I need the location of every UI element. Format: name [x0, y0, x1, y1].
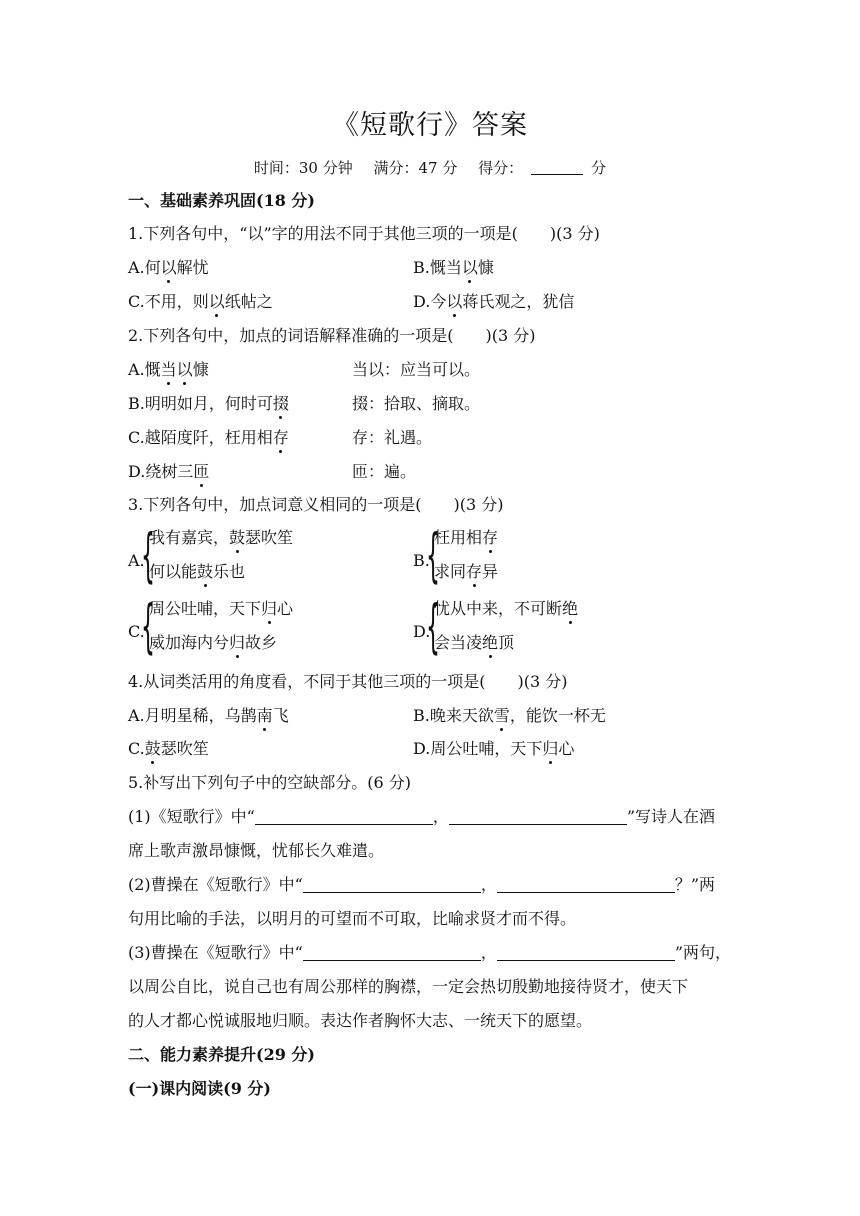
- dotted-char: 鼓: [144, 739, 161, 758]
- text: ，: [480, 875, 497, 894]
- dotted-char: 归: [261, 599, 278, 618]
- text: 纸帖之: [224, 292, 273, 311]
- text: (3)曹操在《短歌行》中“: [128, 943, 303, 962]
- text: 异: [482, 562, 499, 581]
- dotted-char: 掇: [272, 394, 289, 413]
- brace-icon: {: [141, 521, 156, 589]
- text: 顶: [498, 633, 515, 652]
- text: B.慨当: [413, 258, 462, 277]
- q5-part-3-cont2: 的人才都心悦诚服地归顺。表达作者胸怀大志、一统天下的愿望。: [128, 1011, 593, 1030]
- q3-option-d: [413, 592, 673, 660]
- dotted-char: 归: [229, 633, 246, 652]
- answer-blank[interactable]: [497, 944, 675, 961]
- q3-option-b: [413, 521, 673, 589]
- text: B.晚来天欲: [413, 706, 494, 725]
- q2-explanation-d: 匝：遍。: [352, 462, 417, 481]
- text: ”两句，: [674, 943, 732, 962]
- q2-explanation-b: 掇：拾取、摘取。: [352, 394, 481, 413]
- dotted-char: 当: [160, 360, 177, 379]
- text: 忧从中来，不可断: [434, 599, 563, 618]
- question-1-stem: 1.下列各句中，“以”字的用法不同于其他三项的一项是( )(3 分): [128, 224, 600, 243]
- dotted-char: 南: [256, 706, 273, 725]
- option-label: A.: [128, 551, 145, 570]
- text: 威加海内兮: [149, 633, 230, 652]
- q2-explanation-a: 当以：应当可以。: [352, 360, 481, 379]
- text: A.何: [128, 258, 161, 277]
- text: D.绕树三: [128, 462, 194, 481]
- option-label: D.: [413, 622, 431, 641]
- text: ”写诗人在酒: [626, 807, 716, 826]
- score-label: 得分：: [478, 159, 524, 177]
- section-heading-1: 一、基础素养巩固(18 分): [128, 191, 315, 210]
- text: ，: [480, 943, 497, 962]
- text: 瑟吹笙: [245, 528, 294, 547]
- text: (1)《短歌行》中“: [128, 807, 255, 826]
- text: ？”两: [674, 875, 716, 894]
- brace-icon: {: [426, 521, 441, 589]
- answer-blank[interactable]: [497, 876, 675, 893]
- text: 求同: [434, 562, 467, 581]
- text: 枉用相: [434, 528, 483, 547]
- answer-blank[interactable]: [303, 876, 481, 893]
- text: 周公吐哺，天下: [149, 599, 262, 618]
- text: 飞: [272, 706, 289, 725]
- text: 慷: [192, 360, 209, 379]
- text: 乐也: [213, 562, 246, 581]
- q4-option-c: [128, 738, 209, 760]
- pair-line-2: [434, 632, 514, 654]
- q4-option-a: [128, 705, 289, 727]
- dotted-char: 以: [160, 258, 177, 277]
- dotted-char: 以: [208, 292, 225, 311]
- text: 蒋氏观之，犹信: [462, 292, 575, 311]
- q5-part-1-cont: 席上歌声激昂慷慨，忧郁长久难遣。: [128, 841, 385, 860]
- q2-option-c: [128, 427, 289, 449]
- question-3-stem: 3.下列各句中，加点词意义相同的一项是( )(3 分): [128, 495, 504, 514]
- time-limit: 时间：30 分钟: [253, 159, 353, 177]
- pair-line-2: [149, 632, 277, 654]
- text: 会当凌: [434, 633, 483, 652]
- question-4-stem: 4.从词类活用的角度看，不同于其他三项的一项是( )(3 分): [128, 672, 568, 691]
- text: 故乡: [245, 633, 278, 652]
- brace-icon: {: [426, 592, 441, 660]
- text: 慷: [477, 258, 494, 277]
- q5-part-2: [128, 874, 715, 896]
- text: A.慨: [128, 360, 161, 379]
- q2-option-b: [128, 393, 289, 415]
- score-unit: 分: [591, 159, 607, 177]
- dotted-char: 鼓: [229, 528, 246, 547]
- q4-option-d: [413, 738, 574, 760]
- q2-explanation-c: 存：礼遇。: [352, 428, 433, 447]
- text: 瑟吹笙: [160, 739, 209, 758]
- text: D.周公吐哺，天下: [413, 739, 543, 758]
- dotted-char: 存: [466, 562, 483, 581]
- text: 心: [277, 599, 294, 618]
- q3-option-a: [128, 521, 388, 589]
- q1-option-b: [413, 257, 494, 279]
- answer-blank[interactable]: [303, 944, 481, 961]
- pair-line-1: [434, 527, 498, 549]
- section-heading-2: 二、能力素养提升(29 分): [128, 1045, 315, 1064]
- dotted-char: 绝: [482, 633, 499, 652]
- dotted-char: 雪: [493, 706, 510, 725]
- pair-line-1: [149, 598, 293, 620]
- pair-line-2: [434, 561, 498, 583]
- full-score: 满分：47 分: [373, 159, 458, 177]
- q2-option-d: [128, 461, 209, 483]
- q1-option-d: [413, 291, 574, 313]
- q5-part-2-cont: 句用比喻的手法，以明月的可望而不可取，比喻求贤才而不得。: [128, 909, 577, 928]
- dotted-char: 匝: [193, 462, 210, 481]
- text: 何以能: [149, 562, 198, 581]
- text: 心: [558, 739, 575, 758]
- subsection-heading-1: (一)课内阅读(9 分): [128, 1079, 271, 1098]
- dotted-char: 以: [446, 292, 463, 311]
- text: ，能饮一杯无: [509, 706, 606, 725]
- pair-line-1: [434, 598, 578, 620]
- q4-option-b: [413, 705, 606, 727]
- pair-line-1: [149, 527, 293, 549]
- text: 解忧: [176, 258, 209, 277]
- question-2-stem: 2.下列各句中，加点的词语解释准确的一项是( )(3 分): [128, 326, 536, 345]
- score-blank[interactable]: [531, 160, 583, 175]
- q5-part-3: [128, 942, 731, 964]
- text: (2)曹操在《短歌行》中“: [128, 875, 303, 894]
- text: ，: [432, 807, 449, 826]
- exam-meta: [0, 157, 860, 178]
- answer-blank[interactable]: [255, 808, 433, 825]
- text: B.明明如月，何时可: [128, 394, 273, 413]
- text: D.今: [413, 292, 447, 311]
- q1-option-a: [128, 257, 209, 279]
- text: C.: [128, 739, 145, 758]
- q2-option-a: [128, 359, 209, 381]
- dotted-char: 鼓: [197, 562, 214, 581]
- dotted-char: 绝: [562, 599, 579, 618]
- q5-part-3-cont: 以周公自比，说自己也有周公那样的胸襟，一定会热切殷勤地接待贤才，使天下: [128, 977, 689, 996]
- option-label: C.: [128, 622, 145, 641]
- dotted-char: 存: [482, 528, 499, 547]
- dotted-char: 归: [542, 739, 559, 758]
- text: 我有嘉宾，: [149, 528, 230, 547]
- q3-option-c: [128, 592, 388, 660]
- q1-option-c: [128, 291, 273, 313]
- dotted-char: 以: [461, 258, 478, 277]
- text: C.不用，则: [128, 292, 209, 311]
- pair-line-2: [149, 561, 245, 583]
- page-title: 《短歌行》答案: [332, 110, 528, 141]
- answer-blank[interactable]: [449, 808, 627, 825]
- q5-part-1: [128, 806, 715, 828]
- score-field: [478, 159, 606, 177]
- text: A.月明星稀，乌鹊: [128, 706, 257, 725]
- brace-icon: {: [141, 592, 156, 660]
- question-5-stem: 5.补写出下列句子中的空缺部分。(6 分): [128, 773, 412, 792]
- text: C.越陌度阡，枉用相: [128, 428, 273, 447]
- dotted-char: 以: [176, 360, 193, 379]
- option-label: B.: [413, 551, 430, 570]
- dotted-char: 存: [272, 428, 289, 447]
